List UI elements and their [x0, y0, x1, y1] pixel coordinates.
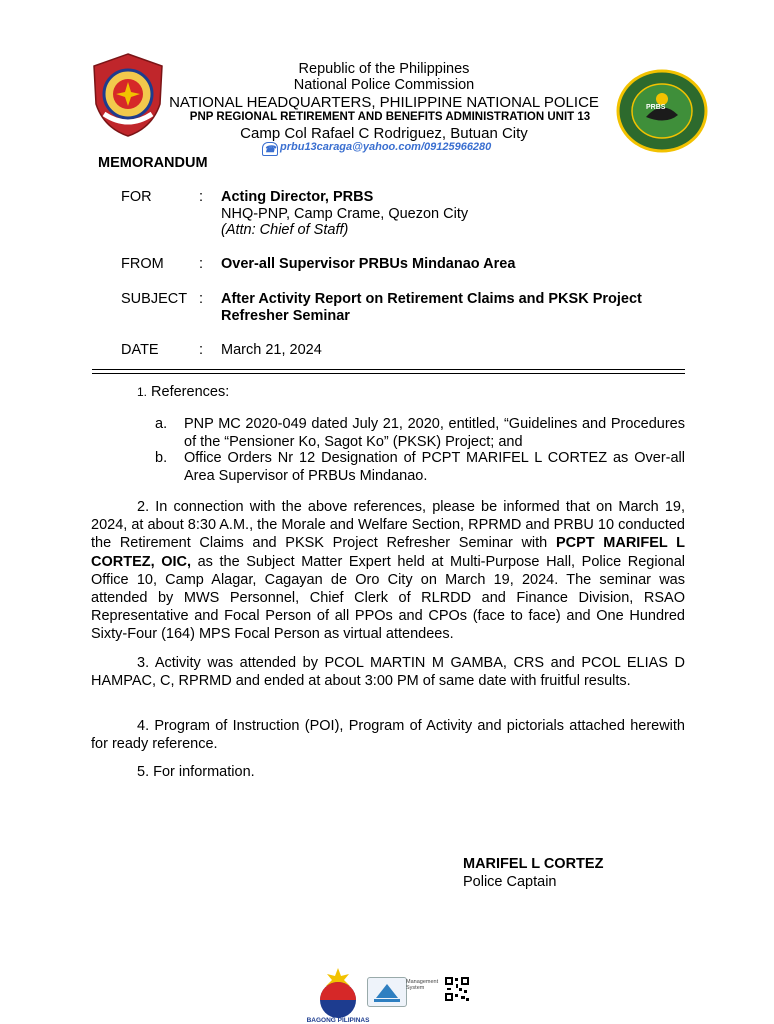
ref-a-label: a.	[155, 416, 168, 432]
for-address: NHQ-PNP, Camp Crame, Quezon City	[221, 205, 469, 222]
bagong-pilipinas-logo	[306, 962, 370, 1024]
contact-text: prbu13caraga@yahoo.com/09125966280	[280, 141, 492, 153]
paragraph-5-text: 5. For information.	[137, 764, 255, 780]
date-colon: :	[199, 342, 204, 358]
prbs-logo-abbr: PRBS	[646, 104, 666, 111]
subject-label: SUBJECT	[121, 291, 188, 307]
header-nhq: NATIONAL HEADQUARTERS, PHILIPPINE NATIONAL POLICE	[169, 94, 599, 111]
bagong-pilipinas-text: BAGONG PILIPINAS	[306, 1017, 370, 1024]
header-divider-2	[92, 373, 685, 374]
for-value: Acting Director, PRBS	[221, 189, 374, 205]
paragraph-4	[91, 717, 685, 753]
paragraph-4-text: 4. Program of Instruction (POI), Program of Activity and pictorials attached herewith for ready reference.	[91, 718, 685, 753]
header-republic: Republic of the Philippines	[298, 61, 470, 77]
paragraph-2-start: 2. In connection with the above references, please be informed that on March 19, 2024, at about 8:30 A.M., the Morale and Welfare Section, RPRMD and PRBU 10 conducted the Retirement Claims and PKSK Project Refresher Seminar with	[91, 499, 685, 552]
date-label: DATE	[121, 342, 159, 358]
references-heading	[137, 384, 229, 400]
signatory-name: MARIFEL L CORTEZ	[463, 856, 604, 872]
header-napolcom: National Police Commission	[293, 77, 475, 93]
header-unit: PNP REGIONAL RETIREMENT AND BENEFITS ADMINISTRATION UNIT 13	[189, 111, 591, 123]
ref-b-text: Office Orders Nr 12 Designation of PCPT MARIFEL L CORTEZ as Over-all Area Supervisor of PRBUs Mindanao.	[184, 450, 685, 484]
paragraph-2	[91, 498, 685, 644]
ref-b-label: b.	[155, 450, 168, 466]
for-label: FOR	[121, 189, 152, 205]
references-number: 1.	[137, 385, 148, 399]
iso-cert-badge	[367, 977, 407, 1007]
from-label: FROM	[121, 256, 164, 272]
paragraph-2-bold: PCPT MARIFEL L CORTEZ, OIC,	[91, 535, 685, 570]
ref-a-text: PNP MC 2020-049 dated July 21, 2020, entitled, “Guidelines and Procedures of the “Pensioner Ko, Sagot Ko” (PKSK) Project; and	[184, 416, 685, 450]
paragraph-2-end: as the Subject Matter Expert held at Multi-Purpose Hall, Police Regional Office 10, Camp Alagar, Cagayan de Oro City on March 19, 2024. The seminar was attended by MWS Personnel, Chief Clerk of RLRDD and Finance Division, RSAO Representative and Focal Person of all PPOs and CPOs (face to face) and One Hundred Sixty-Four (164) MPS Focal Person as virtual attendees.	[91, 553, 685, 643]
header-contact[interactable]	[262, 141, 491, 156]
cert-label: Management System	[406, 979, 439, 991]
qr-code	[444, 976, 470, 1002]
signatory-rank: Police Captain	[463, 874, 557, 890]
header-camp: Camp Col Rafael C Rodriguez, Butuan City	[240, 125, 528, 142]
paragraph-3	[91, 654, 685, 690]
for-attn: (Attn: Chief of Staff)	[221, 222, 349, 238]
from-value: Over-all Supervisor PRBUs Mindanao Area	[221, 256, 516, 272]
phone-icon: ☎	[262, 142, 278, 156]
subject-colon: :	[199, 291, 204, 307]
from-colon: :	[199, 256, 204, 272]
for-colon: :	[199, 189, 204, 205]
memo-title: MEMORANDUM	[98, 155, 208, 171]
subject-line1: After Activity Report on Retirement Claims and PKSK Project	[221, 291, 642, 307]
paragraph-5	[91, 763, 685, 781]
for-value-block	[221, 189, 468, 239]
paragraph-3-text: 3. Activity was attended by PCOL MARTIN M GAMBA, CRS and PCOL ELIAS D HAMPAC, C, RPRMD and ended at about 3:00 PM of same date with fruitful results.	[91, 655, 685, 690]
subject-line2: Refresher Seminar	[221, 307, 350, 324]
date-value: March 21, 2024	[221, 342, 322, 358]
subject-value	[221, 291, 642, 324]
references-title: References:	[151, 384, 230, 400]
header-divider	[92, 369, 685, 370]
